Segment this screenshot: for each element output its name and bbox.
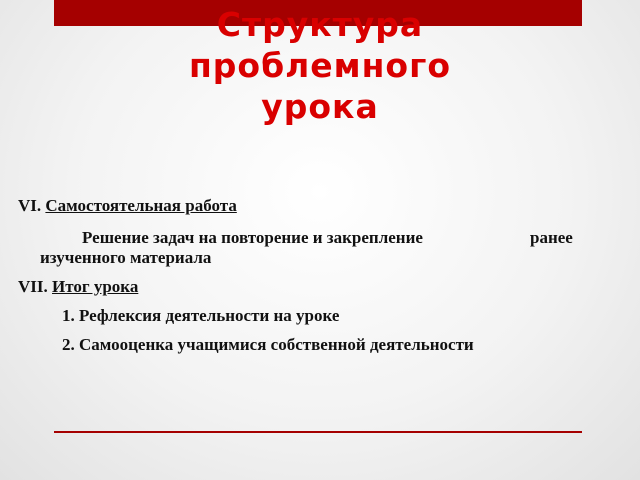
section-vi-numeral: VI. [18,196,42,215]
title-line-3: урока [261,87,379,126]
section-vii-point-2: 2. Самооценка учащимися собственной деятельности [62,335,474,354]
section-vi-title: Самостоятельная работа [45,196,237,215]
slide-title [0,4,640,127]
section-vi-text-line1-b: ранее [530,228,573,247]
title-line-2: проблемного [188,46,452,85]
title-line-1: Структура [216,5,424,44]
section-vii-title: Итог урока [52,277,139,296]
section-vi-text-line1-a: Решение задач на повторение и закрепление [82,228,423,247]
section-vii-numeral: VII. [18,277,48,296]
section-vi-text-line2: изученного материала [40,248,212,267]
bottom-divider-line [54,431,582,433]
section-vii-heading [18,277,138,297]
section-vii-point-1: 1. Рефлексия деятельности на уроке [62,306,340,325]
section-vi-heading [18,196,237,216]
